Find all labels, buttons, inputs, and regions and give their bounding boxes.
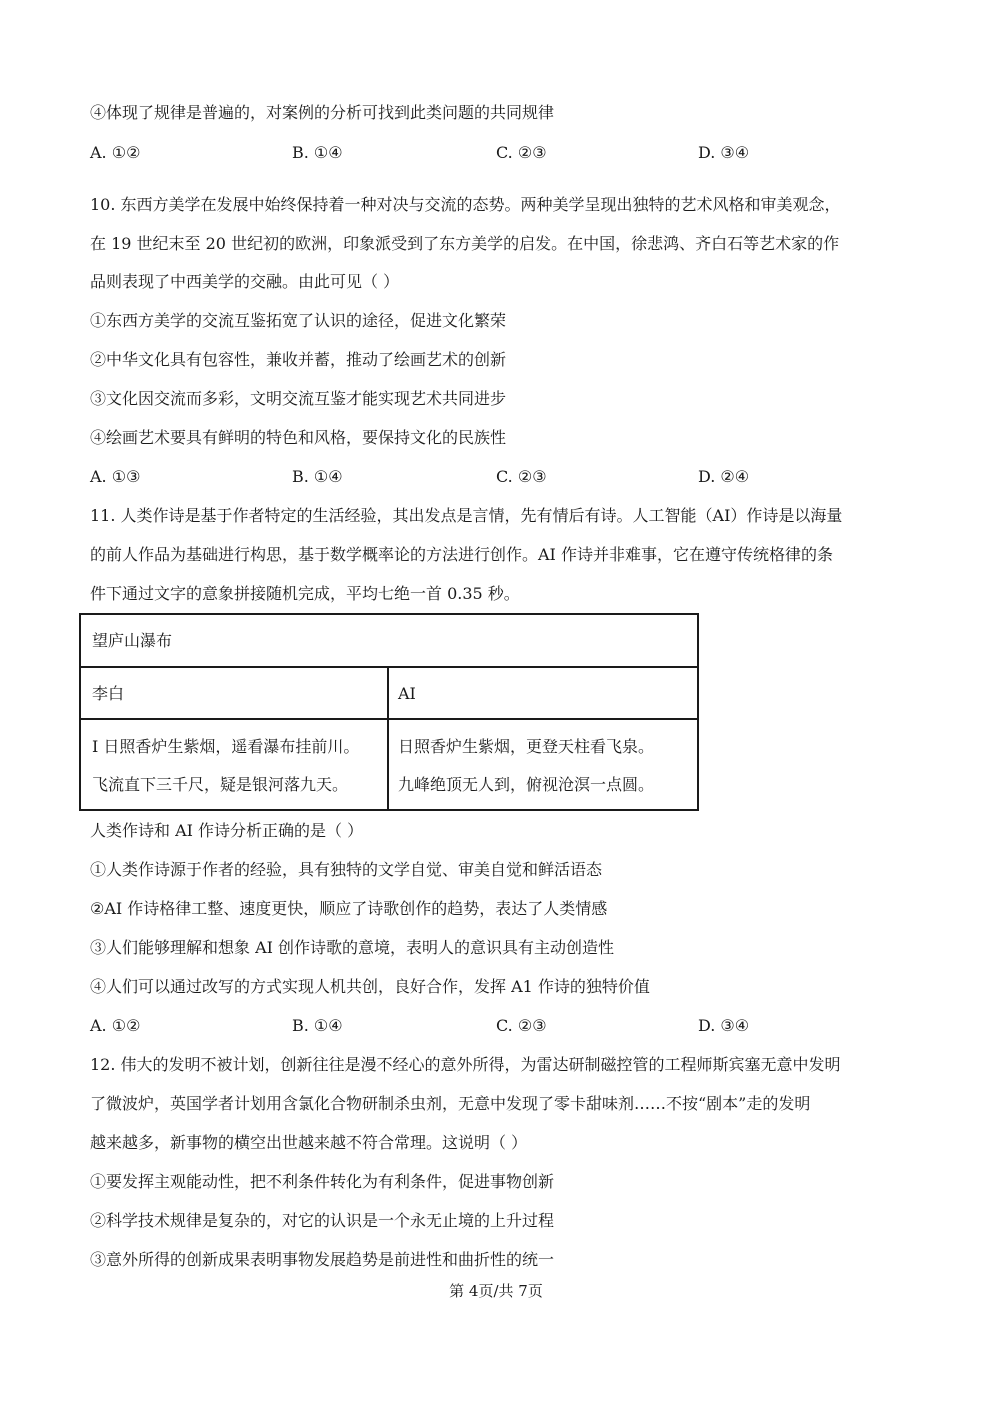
q11-option-b: B. ①④ — [292, 1016, 343, 1035]
table-divider — [81, 666, 697, 668]
q9-option-a: A. ①② — [90, 143, 141, 162]
q12-stem-line-3: 越来越多，新事物的横空出世越来越不符合常理。这说明（ ） — [90, 1133, 528, 1152]
q10-item-3: ③文化因交流而多彩，文明交流互鉴才能实现艺术共同进步 — [90, 389, 507, 408]
q10-stem-line-3: 品则表现了中西美学的交融。由此可见（ ） — [90, 272, 400, 291]
q11-option-d: D. ③④ — [698, 1016, 750, 1035]
table-divider — [81, 718, 697, 720]
q12-stem-line-1: 12. 伟大的发明不被计划，创新往往是漫不经心的意外所得，为雷达研制磁控管的工程师斯宾塞无意中发明 — [90, 1055, 841, 1074]
q12-item-3: ③意外所得的创新成果表明事物发展趋势是前进性和曲折性的统一 — [90, 1250, 555, 1269]
q10-item-4: ④绘画艺术要具有鲜明的特色和风格，要保持文化的民族性 — [90, 428, 507, 447]
libai-poem-line-2: 飞流直下三千尺，疑是银河落九天。 — [92, 775, 349, 794]
q10-stem-line-1: 10. 东西方美学在发展中始终保持着一种对决与交流的态势。两种美学呈现出独特的艺术风格和审美观念， — [90, 195, 841, 214]
table-header-ai: AI — [398, 684, 416, 703]
q11-item-2: ②AI 作诗格律工整、速度更快，顺应了诗歌创作的趋势，表达了人类情感 — [90, 899, 608, 918]
q9-option-d: D. ③④ — [698, 143, 750, 162]
q11-option-c: C. ②③ — [496, 1016, 547, 1035]
libai-poem-line-1: I 日照香炉生紫烟，遥看瀑布挂前川。 — [92, 737, 360, 756]
q11-item-1: ①人类作诗源于作者的经验，具有独特的文学自觉、审美自觉和鲜活语态 — [90, 860, 603, 879]
ai-poem-line-2: 九峰绝顶无人到，俯视沧溟一点圆。 — [398, 775, 655, 794]
page-number: 第 4页/共 7页 — [449, 1282, 543, 1300]
q12-item-2: ②科学技术规律是复杂的，对它的认识是一个永无止境的上升过程 — [90, 1211, 555, 1230]
q11-item-4: ④人们可以通过改写的方式实现人机共创，良好合作，发挥 A1 作诗的独特价值 — [90, 977, 650, 996]
poem-comparison-table — [79, 613, 699, 811]
q9-option-c: C. ②③ — [496, 143, 547, 162]
q9-item-4: ④体现了规律是普遍的，对案例的分析可找到此类问题的共同规律 — [90, 103, 555, 122]
q10-option-d: D. ②④ — [698, 467, 750, 486]
q12-item-1: ①要发挥主观能动性，把不利条件转化为有利条件，促进事物创新 — [90, 1172, 555, 1191]
q10-option-c: C. ②③ — [496, 467, 547, 486]
ai-poem-line-1: 日照香炉生紫烟，更登天柱看飞泉。 — [398, 737, 655, 756]
q10-stem-line-2: 在 19 世纪末至 20 世纪初的欧洲，印象派受到了东方美学的启发。在中国，徐悲鸿、齐白石等艺术家的作 — [90, 234, 840, 253]
table-title: 望庐山瀑布 — [92, 631, 173, 650]
q11-stem-line-3: 件下通过文字的意象拼接随机完成，平均七绝一首 0.35 秒。 — [90, 584, 520, 603]
q11-stem-line-2: 的前人作品为基础进行构思，基于数学概率论的方法进行创作。AI 作诗并非难事，它在遵守传统格律的条 — [90, 545, 833, 564]
q10-item-2: ②中华文化具有包容性，兼收并蓄，推动了绘画艺术的创新 — [90, 350, 507, 369]
q9-option-b: B. ①④ — [292, 143, 343, 162]
q11-stem-line-1: 11. 人类作诗是基于作者特定的生活经验，其出发点是言情，先有情后有诗。人工智能（AI）作诗是以海量 — [90, 506, 843, 525]
q10-option-a: A. ①③ — [90, 467, 141, 486]
table-column-divider — [387, 666, 389, 809]
q12-stem-line-2: 了微波炉，英国学者计划用含氯化合物研制杀虫剂，无意中发现了零卡甜味剂……不按“剧本”走的发明 — [90, 1094, 811, 1113]
q10-option-b: B. ①④ — [292, 467, 343, 486]
q11-question: 人类作诗和 AI 作诗分析正确的是（ ） — [90, 821, 364, 840]
q11-item-3: ③人们能够理解和想象 AI 创作诗歌的意境，表明人的意识具有主动创造性 — [90, 938, 615, 957]
q11-option-a: A. ①② — [90, 1016, 141, 1035]
q10-item-1: ①东西方美学的交流互鉴拓宽了认识的途径，促进文化繁荣 — [90, 311, 507, 330]
table-header-libai: 李白 — [92, 684, 125, 703]
